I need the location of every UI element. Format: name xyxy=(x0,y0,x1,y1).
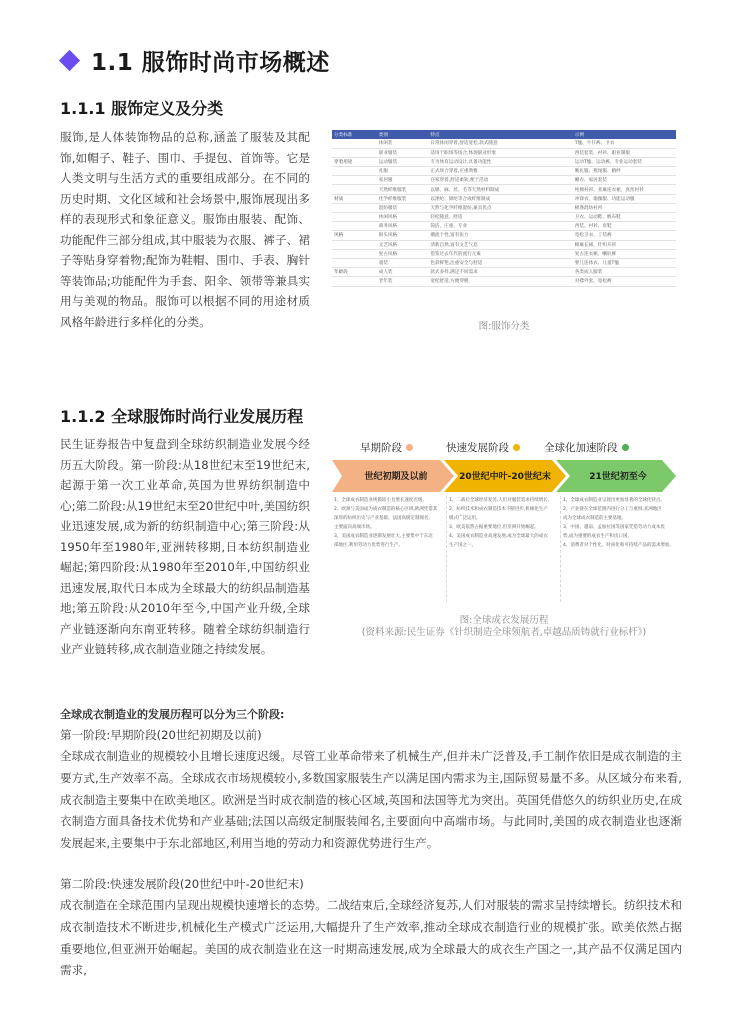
diamond-bullet-icon xyxy=(59,50,80,71)
stage-detail-line: 3、中国、越南、孟加拉国等国家凭借劳动力成本优 xyxy=(563,525,665,530)
table-cell: 借鉴过去年代的流行元素 xyxy=(428,249,572,258)
stage-detail-line: 2、纺织技术和成衣制造技术不断进步,机械化生产 xyxy=(449,507,548,512)
table-row xyxy=(332,157,676,166)
table-cell: 正式场合穿着,庄重典雅 xyxy=(428,167,572,176)
stage-label-early: 早期阶段 xyxy=(360,440,413,455)
table-cell xyxy=(332,240,377,249)
table-cell: 棉麻长裙、针织开衫 xyxy=(573,240,676,249)
table-cell: 睡衣、家居套装 xyxy=(573,176,676,185)
table-cell xyxy=(332,277,377,286)
table-cell xyxy=(332,139,377,148)
stage-dot-icon xyxy=(622,444,629,451)
table-cell: 成人装 xyxy=(377,268,429,277)
stage-detail-rapid xyxy=(446,496,558,602)
stage-dot-icon xyxy=(513,444,520,451)
stage-detail-line: 势,成为重要的成衣生产和出口国。 xyxy=(563,534,632,539)
table-cell: 商务风格 xyxy=(377,222,429,231)
stage2-title: 第二阶段:快速发展阶段(20世纪中叶-20世纪末) xyxy=(60,877,304,891)
table-cell: 对襟外套、宽松裤 xyxy=(573,277,676,286)
table-header-cell: 示例 xyxy=(573,130,676,139)
table-cell xyxy=(332,167,377,176)
table-cell: 家居服 xyxy=(377,176,429,185)
stage-detail-line: 部地区,利用劳动力优势进行生产。 xyxy=(334,543,403,548)
table-row xyxy=(332,167,676,176)
table-row xyxy=(332,231,676,240)
history-paragraph: 民生证券报告中复盘到全球纺织制造业发展今经历五大阶段。第一阶段:从18世纪末至19世纪末,起源于第一次工业革命,英国为世界纺织制造中心;第二阶段:从19世纪末至20世纪中叶,美国纺织业迅速发展,成为新的纺织制造中心;第三阶段:从1950年至1980年,亚洲转移期,日本纺织制造业崛起;第四阶段:从1980年至2010年,中国纺织业迅速发展,取代日本成为全球最大的纺织品制造基地;第五阶段:从2010年至今,中国产业升级,全球产业链逐渐向东南亚转移。随着全球纺织制造行业产业链转移,成衣制造业随之持续发展。 xyxy=(60,437,310,656)
apparel-development-timeline xyxy=(332,436,676,604)
table-cell: 运动服装 xyxy=(377,157,429,166)
table-cell: 纯棉衬衫、亚麻连衣裙、真丝衬衫 xyxy=(573,185,676,194)
table-caption: 图:服饰分类 xyxy=(478,321,530,332)
table-cell: 复古风格 xyxy=(377,249,429,258)
table-cell: 职业服装 xyxy=(377,148,429,157)
timeline-caption: 图:全球成衣发展历程 xyxy=(459,615,549,626)
table-cell: 老年装 xyxy=(377,277,429,286)
table-cell: 休闲风格 xyxy=(377,213,429,222)
timeline-source: (资料来源:民生证券《针织制造全球领航者,卓越品质铸就行业标杆》) xyxy=(361,627,647,638)
table-cell: 风格 xyxy=(332,231,377,240)
table-row xyxy=(332,194,676,203)
section-title-text: 1.1 服饰时尚市场概述 xyxy=(91,50,330,76)
table-cell: 宽松舒适,方便穿脱 xyxy=(428,277,572,286)
table-row xyxy=(332,139,676,148)
stage-detail-line: 主要面向高端市场。 xyxy=(334,525,375,530)
table-row xyxy=(332,258,676,267)
table-cell xyxy=(332,258,377,267)
chevron-early-text: 世纪初期及以前 xyxy=(364,472,428,482)
subsection-title-definition: 1.1.1 服饰定义及分类 xyxy=(60,99,224,118)
table-cell: 天然纤维服装 xyxy=(377,185,429,194)
stage-detail-line: 3、欧美依然占据重要地位,但亚洲开始崛起。 xyxy=(449,525,539,530)
table-cell: 各类成人服装 xyxy=(573,268,676,277)
stage-detail-line: 4、美国成衣制造业高速发展,成为全球最大的成衣 xyxy=(449,534,548,539)
table-row xyxy=(332,148,676,157)
table-cell xyxy=(332,249,377,258)
stage-detail-line: 生产国之一。 xyxy=(449,543,476,548)
table-row xyxy=(332,277,676,286)
table-cell: 专为体育运动设计,具备功能性 xyxy=(428,157,572,166)
stage-detail-early xyxy=(332,496,444,602)
stage1-paragraph: 全球成衣制造业的规模较小且增长速度迟缓。尽管工业革命带来了机械生产,但并未广泛普及,手工制作依旧是成衣制造的主要方式,生产效率不高。全球成衣市场规模较小,多数国家服装生产以满足国内需求为主,国际贸易量不多。从区域分布来看,成衣制造主要集中在欧美地区。欧洲是当时成衣制造的核心区域,英国和法国等尤为突出。英国凭借悠久的纺织业历史,在成衣制造方面具备技术优势和产业基础;法国以高级定制服装闻名,主要面向中高端市场。与此同时,美国的成衣制造业也逐渐发展起来,主要集中于东北部地区,利用当地的劳动力和资源优势进行生产。 xyxy=(60,749,682,851)
section-title xyxy=(60,44,330,77)
stage-detail-line: 1、二战后全球经济复苏,人们对服装需求持续增长。 xyxy=(449,498,553,503)
stage-detail-line: 1、全球成衣制造业规模较小且增长速度迟缓。 xyxy=(334,498,427,503)
chevron-rapid-text: 20世纪中叶-20世纪末 xyxy=(459,472,551,482)
table-cell xyxy=(332,176,377,185)
table-cell: 婴儿连体衣、儿童T恤 xyxy=(573,258,676,267)
table-cell: 复古连衣裙、喇叭裤 xyxy=(573,249,676,258)
table-row xyxy=(332,185,676,194)
chevron-global-text: 21世纪初至今 xyxy=(589,472,647,482)
table-row xyxy=(332,222,676,231)
table-cell: 童装 xyxy=(377,258,429,267)
stage-detail-global xyxy=(560,496,676,602)
table-cell: 潮流个性,富有张力 xyxy=(428,231,572,240)
stage-detail-line: 成为全球成衣制造的主要基地。 xyxy=(563,516,626,521)
table-cell: 街头风格 xyxy=(377,231,429,240)
table-row xyxy=(332,203,676,212)
stage-detail-line: 深厚的纺织历史与产业基础、法国高级定制闻名, xyxy=(334,516,430,521)
table-cell: 年龄段 xyxy=(332,268,377,277)
stage-detail-line: 2、产业链在全球范围内进行分工与重组,亚洲地区 xyxy=(563,507,662,512)
table-cell: 西装、衬衫、皮鞋 xyxy=(573,222,676,231)
table-cell: 晚礼服、燕尾服、婚纱 xyxy=(573,167,676,176)
table-cell xyxy=(332,203,377,212)
table-cell: 轻松随意、舒适 xyxy=(428,213,572,222)
table-cell: 休闲装 xyxy=(377,139,429,148)
table-header-cell: 特点 xyxy=(428,130,572,139)
stage-label-global: 全球化加速阶段 xyxy=(544,440,629,455)
stage1-title: 第一阶段:早期阶段(20世纪初期及以前) xyxy=(60,728,262,742)
clothing-classification-table xyxy=(332,130,676,287)
table-row xyxy=(332,213,676,222)
table-cell xyxy=(332,185,377,194)
table-cell: 混纺服装 xyxy=(377,203,429,212)
table-cell: 简洁、庄重、专业 xyxy=(428,222,572,231)
table-cell: 礼服 xyxy=(377,167,429,176)
table-cell xyxy=(332,213,377,222)
table-header-cell: 分类标准 xyxy=(332,130,377,139)
table-row xyxy=(332,176,676,185)
table-cell: 西装套装、衬衫、职业制服 xyxy=(573,148,676,157)
table-row xyxy=(332,268,676,277)
table-cell: 色彩鲜艳,注重安全与舒适 xyxy=(428,258,572,267)
table-cell: 文艺风格 xyxy=(377,240,429,249)
table-header-cell: 类别 xyxy=(377,130,429,139)
table-cell: 运动T恤、运动裤、专业运动套装 xyxy=(573,157,676,166)
table-cell: 穿着用途 xyxy=(332,157,377,166)
stage-detail-line: 4、消费者对个性化、时尚化和可持续产品的需求增加。 xyxy=(563,543,674,548)
table-row xyxy=(332,249,676,258)
three-stage-heading: 全球成衣制造业的发展历程可以分为三个阶段: xyxy=(60,708,285,721)
table-cell: 在家穿着,舒适柔软,便于活动 xyxy=(428,176,572,185)
subsection-title-history: 1.1.2 全球服饰时尚行业发展历程 xyxy=(60,407,304,426)
table-cell: 化学纤维服装 xyxy=(377,194,429,203)
stage-label-rapid: 快速发展阶段 xyxy=(446,440,520,455)
stage-detail-line: 3、美国成衣制造业逐渐发展壮大,主要集中于东北 xyxy=(334,534,433,539)
stage-dot-icon xyxy=(406,444,413,451)
table-cell: 宽松卫衣、工装裤 xyxy=(573,231,676,240)
table-cell: 材质 xyxy=(332,194,377,203)
table-cell: T恤、牛仔裤、卫衣 xyxy=(573,139,676,148)
stage2-paragraph: 成衣制造在全球范围内呈现出规模快速增长的态势。二战结束后,全球经济复苏,人们对服装的需求呈持续增长。纺织技术和成衣制造技术不断进步,机械化生产模式广泛运用,大幅提升了生产效率,推动全球成衣制造行业的规模扩张。欧美依然占据重要地位,但亚洲开始崛起。美国的成衣制造业在这一时期高速发展,成为全球最大的成衣生产国之一,其产品不仅满足国内需求, xyxy=(60,898,682,978)
table-cell: 以棉、麻、丝、毛等天然材料制成 xyxy=(428,185,572,194)
table-cell: 款式多样,满足不同需求 xyxy=(428,268,572,277)
table-cell: 天然与化学纤维混纺,兼具优点 xyxy=(428,203,572,212)
table-cell xyxy=(332,222,377,231)
stage-detail-line: 2、欧洲与美国成为成衣制造的核心区域,欧洲凭借其 xyxy=(334,507,438,512)
timeline-chevrons xyxy=(332,456,676,496)
table-cell xyxy=(332,148,377,157)
table-cell: 冲锋衣、瑜伽服、功能运动服 xyxy=(573,194,676,203)
stage-detail-line: 1、全球成衣制造业呈现出更加显著的全球化特点。 xyxy=(563,498,665,503)
table-row xyxy=(332,240,676,249)
table-cell: 适用于职场等场合,体现职业形象 xyxy=(428,148,572,157)
table-cell: 日常休闲穿着,舒适宽松,款式随意 xyxy=(428,139,572,148)
table-cell: 棉涤混纺衬衫 xyxy=(573,203,676,212)
table-cell: 以涤纶、锦纶等合成纤维制成 xyxy=(428,194,572,203)
table-cell: 清新自然,富有文艺气息 xyxy=(428,240,572,249)
table-cell: 卫衣、运动鞋、帆布鞋 xyxy=(573,213,676,222)
stage-detail-line: 模式广泛运用。 xyxy=(449,516,481,521)
definition-paragraph: 服饰,是人体装饰物品的总称,涵盖了服装及其配饰,如帽子、鞋子、围巾、手提包、首饰等。它是人类文明与生活方式的重要组成部分。在不同的历史时期、文化区域和社会场景中,服饰展现出多样的表现形式和象征意义。服饰由服装、配饰、功能配件三部分组成,其中服装为衣服、裤子、裙子等贴身穿着物;配饰为鞋帽、围巾、手表、胸针等装饰品;功能配件为手套、阳伞、领带等兼具实用与美观的物品。服饰可以根据不同的用途材质风格年龄进行多样化的分类。 xyxy=(60,130,310,329)
